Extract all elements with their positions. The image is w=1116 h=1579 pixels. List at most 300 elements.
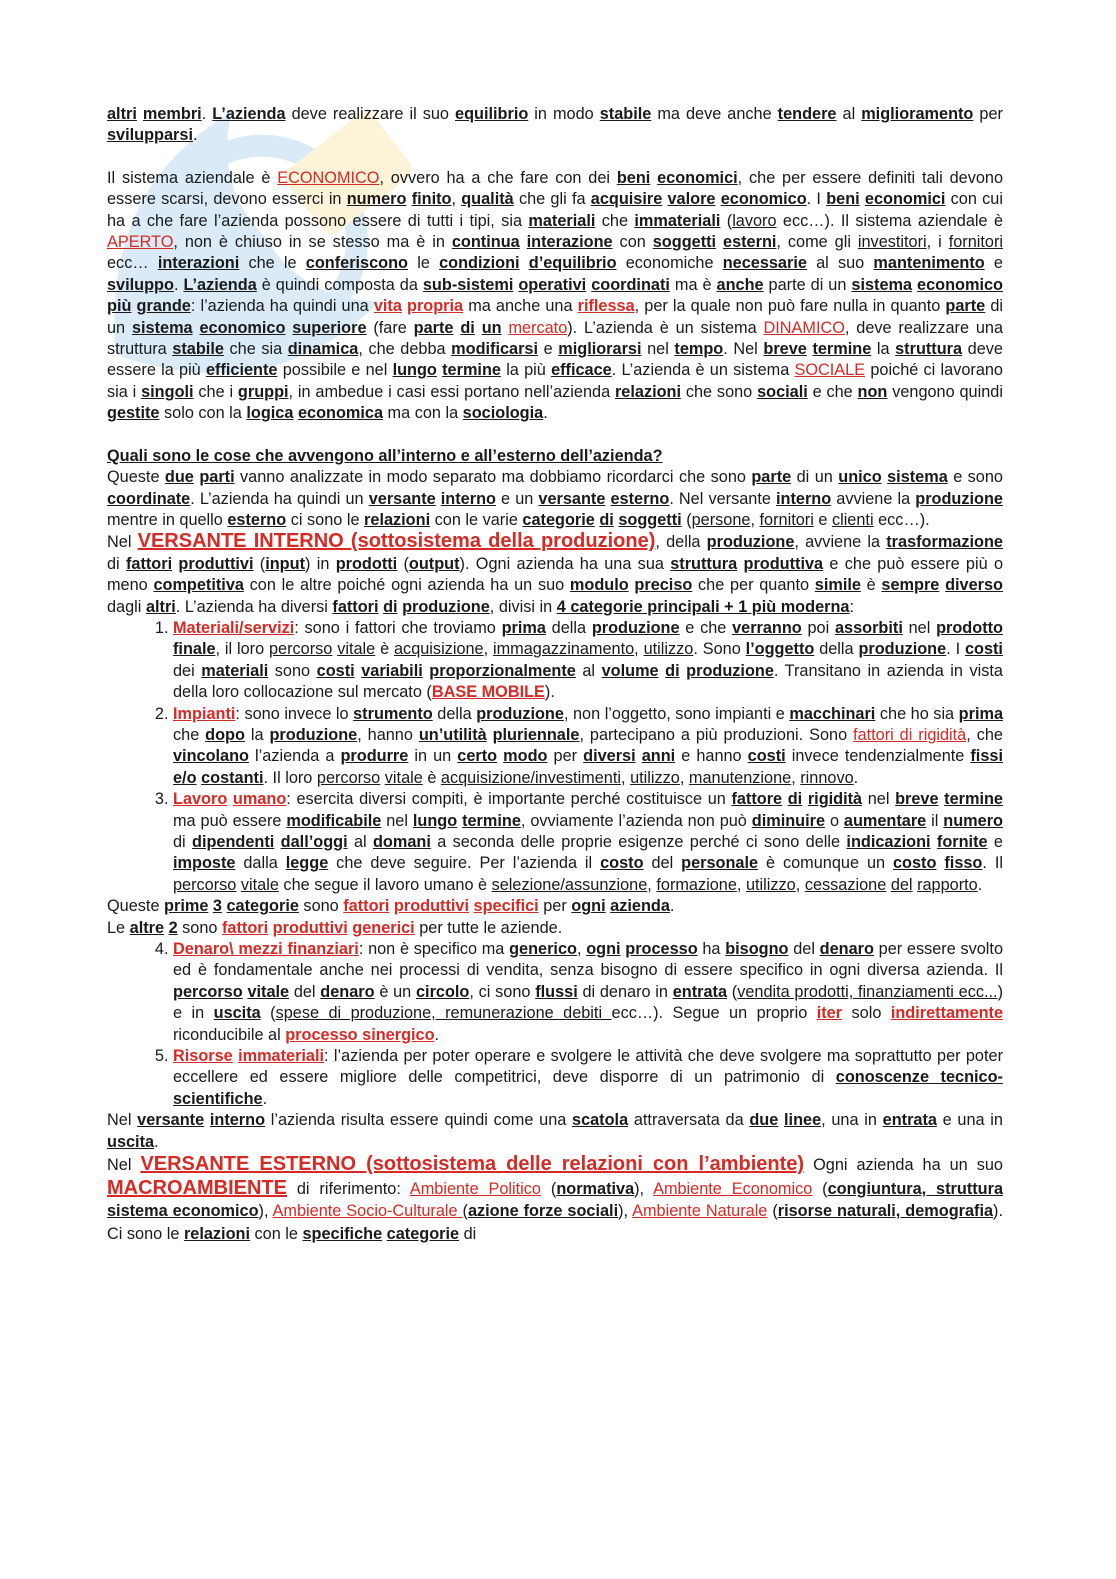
term: condizioni (439, 254, 520, 273)
text: del (788, 940, 820, 959)
paragraph-versanti (107, 467, 1003, 531)
term: legge (285, 854, 329, 873)
text: , che debba (358, 340, 452, 359)
term: termine (462, 811, 521, 830)
term: superiore (292, 318, 367, 337)
text: , come gli (776, 233, 858, 252)
term: sistema (131, 318, 193, 337)
paragraph-versante-interno (107, 531, 1003, 618)
text: . Nel versante (669, 489, 776, 508)
text: , ovviamente l’azienda non può (520, 811, 752, 830)
text: . (154, 1132, 159, 1151)
term: percorso (173, 982, 243, 1001)
text: : (849, 597, 854, 616)
text: di un (791, 468, 839, 487)
text: Nel (107, 1111, 138, 1130)
factors-list-specific (107, 618, 1003, 896)
text: con cui ha a che fare l’azienda possono essere di tutti i tipi, sia (107, 190, 1003, 230)
heading-macroambiente: MACROAMBIENTE (107, 1176, 287, 1199)
text: ma è (669, 275, 717, 294)
term: produttiva (743, 554, 824, 573)
text: con le altre poiché ogni azienda ha un suo (243, 576, 570, 595)
underlined-text: del (890, 875, 913, 894)
text: nel (641, 340, 675, 359)
term: dinamica (287, 340, 359, 359)
text: invece tendenzialmente (785, 747, 971, 766)
term: economico (917, 275, 1003, 294)
term: strumento (353, 704, 433, 723)
text: . Nel (723, 340, 764, 359)
text: di (173, 833, 193, 851)
text: , che per essere definiti tali devono essere scarsi, devono esserci in (107, 168, 1003, 209)
term: struttura (670, 554, 738, 573)
term: uscita (107, 1132, 155, 1151)
term: di (460, 318, 475, 337)
text: ma con la (383, 404, 463, 423)
term: produzione (402, 597, 490, 616)
text: al (836, 105, 862, 123)
term: più (107, 297, 132, 316)
text: vengono quindi (887, 382, 1003, 401)
term: normativa (556, 1179, 635, 1198)
text: ci sono le (286, 510, 365, 529)
red-term: Ambiente Naturale (632, 1202, 768, 1221)
term: sub-sistemi (422, 275, 514, 294)
text: : esercita diversi compiti, è importante perché costituisce un (286, 790, 732, 809)
item-title: immateriali (238, 1047, 325, 1066)
term: prodotto (936, 618, 1003, 637)
text: ( (253, 554, 266, 573)
text: ma deve anche (651, 105, 778, 123)
term: produrre (340, 747, 409, 766)
keyword-economico: ECONOMICO (277, 168, 380, 187)
term: diminuire (751, 811, 826, 830)
text: che gli fa (513, 190, 591, 209)
text: al suo (806, 254, 874, 273)
text: Ogni azienda ha un suo (804, 1156, 1003, 1175)
text: . (262, 1089, 268, 1108)
term: competitiva (153, 576, 244, 595)
text: che sono (681, 382, 758, 401)
text: Nel (107, 533, 138, 552)
text: ), (634, 1179, 654, 1198)
text: di denaro in (577, 982, 673, 1001)
term: prodotti (335, 554, 398, 573)
text: ma anche una (463, 297, 578, 316)
text: . Sono (693, 640, 746, 659)
text: : l’azienda ha quindi una (190, 297, 374, 316)
text: , della (655, 533, 707, 552)
text: sono (177, 918, 222, 937)
term: diverso (945, 576, 1003, 595)
text: ( (681, 510, 692, 529)
text: per (538, 897, 572, 916)
text: per tutte le aziende. (414, 918, 563, 937)
text: , partecipano a più produzioni. Sono (579, 725, 854, 744)
text: con le (250, 1224, 303, 1243)
term: fornite (936, 833, 988, 851)
list-item-risorse (173, 1046, 1003, 1110)
term: L’azienda (212, 105, 286, 123)
text: : sono i fattori che troviamo (294, 618, 502, 637)
underlined-text: vitale (240, 875, 279, 894)
term: 4 categorie principali + 1 più moderna (556, 597, 850, 616)
term: denaro (320, 982, 375, 1001)
term: verranno (732, 618, 802, 637)
text: che ho sia (875, 704, 959, 723)
text: e (538, 340, 559, 359)
text: , in ambedue i casi essi portano nell’azienda (288, 382, 615, 401)
underlined-text: lavoro (732, 211, 777, 230)
text: e che (807, 382, 858, 401)
item-title: umano (232, 790, 287, 809)
term: trasformazione (886, 533, 1003, 552)
item-title: Denaro\ mezzi finanziari (173, 940, 359, 959)
term: imposte (173, 854, 236, 873)
term: immateriali (634, 211, 721, 230)
term: prime (164, 897, 209, 916)
text: dagli (107, 597, 146, 616)
keyword-aperto: APERTO (107, 233, 174, 252)
term: di (599, 510, 614, 529)
term: produttivi (178, 554, 254, 573)
term: altri (107, 105, 137, 123)
term: d’equilibrio (528, 254, 617, 273)
text: per (973, 105, 1003, 123)
list-item-materiali (173, 618, 1003, 704)
term: parte (945, 297, 986, 316)
text: , (621, 768, 631, 787)
term: interno (440, 489, 496, 508)
term: interazione (526, 233, 613, 252)
red-term: produttivi (393, 897, 469, 916)
term: categorie (226, 897, 299, 916)
term: esterni (723, 233, 777, 252)
text: per (547, 747, 584, 766)
underlined-text: persone (691, 510, 751, 529)
term: costi (316, 661, 355, 680)
term: altre (129, 918, 165, 937)
text: ) in (305, 554, 336, 573)
text: . L’azienda è un sistema (611, 361, 795, 380)
text: o (825, 811, 844, 830)
underlined-text: utilizzo (643, 640, 694, 659)
text: della (545, 618, 592, 637)
underlined-text: percorso (173, 875, 237, 894)
term: efficiente (205, 361, 278, 380)
term: singoli (141, 382, 194, 401)
term: certo (457, 747, 498, 766)
red-term: iter (816, 1004, 843, 1023)
term: relazioni (614, 382, 682, 401)
red-term: riflessa (577, 297, 635, 316)
term: tendere (777, 105, 837, 123)
text: solo con la (159, 404, 247, 423)
text: attraversata da (628, 1111, 750, 1130)
term: svilupparsi (107, 126, 193, 145)
term: versante (137, 1111, 205, 1130)
underlined-text: percorso (316, 768, 381, 787)
term: e/o (173, 768, 197, 787)
term: l’oggetto (745, 640, 815, 659)
text: di (107, 554, 126, 573)
text: , ovvero ha a che fare con dei (379, 168, 617, 187)
term: altri (145, 597, 176, 616)
red-term: Ambiente Economico (653, 1179, 813, 1198)
text: dalla (235, 854, 286, 873)
underlined-text: acquisizione/investimenti (440, 768, 621, 787)
text: del (643, 854, 682, 873)
term: conoscenze tecnico-scientifiche (173, 1068, 1003, 1108)
term: 3 (212, 897, 222, 916)
term: denaro (819, 940, 874, 959)
term: economici (864, 190, 946, 209)
term: vincolano (173, 747, 249, 766)
underlined-text: utilizzo (745, 875, 796, 894)
text: ha (697, 940, 726, 959)
text: ( (397, 554, 409, 573)
text: Queste (107, 897, 165, 916)
term: modificarsi (451, 340, 539, 359)
text: la più (500, 361, 552, 380)
text: . (434, 1025, 440, 1044)
text: che (173, 725, 206, 744)
term: coordinati (591, 275, 670, 294)
text: di un (107, 297, 1004, 337)
item-title: Risorse (173, 1047, 233, 1066)
term: pluriennale (492, 725, 580, 744)
text: economiche (616, 254, 723, 273)
term: operativi (518, 275, 587, 294)
text: che le (239, 254, 306, 273)
text: l’azienda risulta essere quindi come una (265, 1111, 573, 1130)
term: tempo (674, 340, 724, 359)
term: sistema (887, 468, 948, 487)
term: un (481, 318, 502, 337)
term: breve (895, 790, 939, 809)
underlined-text: immagazzinamento (493, 640, 635, 659)
text: poi (801, 618, 835, 637)
term: categorie (386, 1224, 460, 1243)
underlined-text: rinnovo (800, 768, 854, 787)
term: stabile (172, 340, 224, 359)
text: e che può essere più o meno (107, 554, 1004, 595)
text: , (750, 510, 760, 529)
underlined-text: investitori (857, 233, 927, 252)
text: , (679, 768, 689, 787)
term: assorbiti (834, 618, 903, 637)
term: modificabile (286, 811, 382, 830)
term: processo (625, 940, 698, 959)
factors-list-generic (107, 939, 1003, 1110)
text: al (575, 661, 602, 680)
term: economica (297, 404, 384, 423)
term: esterno (227, 510, 287, 529)
text: ( (720, 211, 733, 230)
text: con le varie (430, 510, 523, 529)
text: parte di un (763, 275, 852, 294)
text: che per quanto (692, 576, 815, 595)
term: economici (657, 168, 738, 187)
term: produzione (915, 489, 1003, 508)
term: gestite (107, 404, 160, 423)
term: numero (943, 811, 1003, 830)
term: generico (509, 940, 577, 959)
term: lungo (392, 361, 437, 380)
red-term: generici (352, 918, 415, 937)
text: che sia (223, 340, 288, 359)
term: materiali (201, 661, 269, 680)
term: qualità (461, 190, 514, 209)
text: nel (902, 618, 937, 637)
red-term: mercato (508, 318, 568, 337)
text: , ci sono (469, 982, 536, 1001)
term: grande (136, 297, 191, 316)
term: diversi (583, 747, 636, 766)
spacer (107, 425, 1003, 446)
text: . (977, 875, 983, 894)
underlined-text: clienti (831, 510, 874, 529)
text: è (860, 576, 882, 595)
text: con (612, 233, 653, 252)
text: vanno analizzate in modo separato ma dobbiamo ricordarci che sono (234, 468, 752, 487)
text: sono (268, 661, 317, 680)
term: anni (641, 747, 676, 766)
text: è (422, 768, 441, 787)
term: miglioramento (861, 105, 974, 123)
text: e sono (947, 468, 1003, 487)
term: finale (173, 640, 216, 659)
text: (fare (366, 318, 414, 337)
paragraph-versante-esterno (107, 1153, 1003, 1245)
text: e hanno (675, 747, 748, 766)
term: proporzionalmente (429, 661, 576, 680)
text: , (791, 768, 801, 787)
text: . L’azienda ha diversi (175, 597, 333, 616)
text: ecc…). Segue un proprio (611, 1004, 817, 1023)
text: e (984, 254, 1003, 273)
red-term: Ambiente Politico (409, 1179, 541, 1198)
term: macchinari (789, 704, 876, 723)
term: membri (142, 105, 202, 123)
text: di riferimento: (287, 1179, 410, 1198)
term: stabile (599, 105, 652, 123)
term: modo (503, 747, 548, 766)
term: uscita (213, 1004, 261, 1023)
paragraph-scatola (107, 1110, 1003, 1153)
term: materiali (528, 211, 596, 230)
text: al (347, 833, 373, 851)
text: deve realizzare il suo (285, 105, 456, 123)
text: , (795, 875, 805, 894)
term: costanti (201, 768, 264, 787)
text: . (543, 404, 548, 423)
text: : non è specifico ma (358, 940, 510, 959)
term: termine (812, 340, 872, 359)
term: costi (747, 747, 786, 766)
term: produzione (858, 640, 947, 659)
underlined-text: rapporto (917, 875, 978, 894)
text: : l’azienda per poter operare e svolgere le attività che deve svolgere ma soprattutto per poter eccellere ed essere migliore delle competitrici, deve disporre di un patrimonio di (173, 1047, 1003, 1087)
underlined-text: acquisizione (394, 640, 484, 659)
term: esterno (610, 489, 670, 508)
term: sempre (881, 576, 940, 595)
underlined-text: vitale (337, 640, 376, 659)
text: a seconda delle proprie esigenze perché ci sono delle (430, 833, 847, 851)
text: nel (862, 790, 896, 809)
term: variabili (361, 661, 423, 680)
underlined-text: vendita prodotti, finanziamenti ecc... (737, 982, 998, 1001)
underlined-text: cessazione (804, 875, 887, 894)
text: che (595, 211, 635, 230)
text: avviene la (831, 489, 916, 508)
item-title: Materiali/servizi (173, 618, 295, 637)
term: interno (776, 489, 832, 508)
red-term: fattori di rigidità (853, 725, 967, 744)
term: flussi (535, 982, 578, 1001)
underlined-text: manutenzione (688, 768, 792, 787)
text: , (736, 875, 746, 894)
paragraph-intro (107, 104, 1003, 147)
text: , (647, 875, 657, 894)
text: , che (966, 725, 1003, 744)
keyword-sociale: SOCIALE (794, 361, 866, 380)
term: termine (442, 361, 501, 380)
term: azione forze sociali (467, 1202, 619, 1221)
text: l’azienda a (249, 747, 341, 766)
text: , (634, 640, 644, 659)
term: fissi (970, 747, 1003, 766)
term: un’utilità (418, 725, 487, 744)
term: input (265, 554, 305, 573)
text: della (432, 704, 477, 723)
text: ). Ogni azienda ha una sua (459, 554, 671, 573)
term: ogni (586, 940, 621, 959)
term: mantenimento (873, 254, 985, 273)
text: e (987, 833, 1003, 851)
term: bisogno (725, 940, 789, 959)
text: del (289, 982, 321, 1001)
term: parte (413, 318, 454, 337)
text: , deve realizzare una struttura (107, 318, 1004, 359)
term: parte (751, 468, 792, 487)
text: ecc… (107, 254, 158, 273)
red-term: Ambiente Socio-Culturale (272, 1202, 463, 1221)
text: in un (408, 747, 458, 766)
text: è un (374, 982, 416, 1001)
text: Nel (107, 1156, 141, 1175)
term: produzione (476, 704, 564, 723)
term: produzione (706, 533, 795, 552)
term: circolo (415, 982, 470, 1001)
red-term: fattori (343, 897, 390, 916)
text: , per la quale non può fare nulla in quanto (634, 297, 946, 316)
text: , (451, 190, 462, 209)
text: . (201, 105, 213, 123)
term: breve (763, 340, 807, 359)
red-term: specifici (473, 897, 539, 916)
term: costi (964, 640, 1003, 659)
text: , avviene la (794, 533, 887, 552)
text: che deve seguire. Per l’azienda il (328, 854, 601, 873)
term: aumentare (843, 811, 927, 830)
document-page (107, 104, 1003, 1245)
list-item-denaro (173, 939, 1003, 1046)
term: efficace (551, 361, 612, 380)
item-title: Impianti (173, 704, 236, 723)
text: ) e in (173, 982, 1003, 1023)
term: termine (944, 790, 1003, 809)
